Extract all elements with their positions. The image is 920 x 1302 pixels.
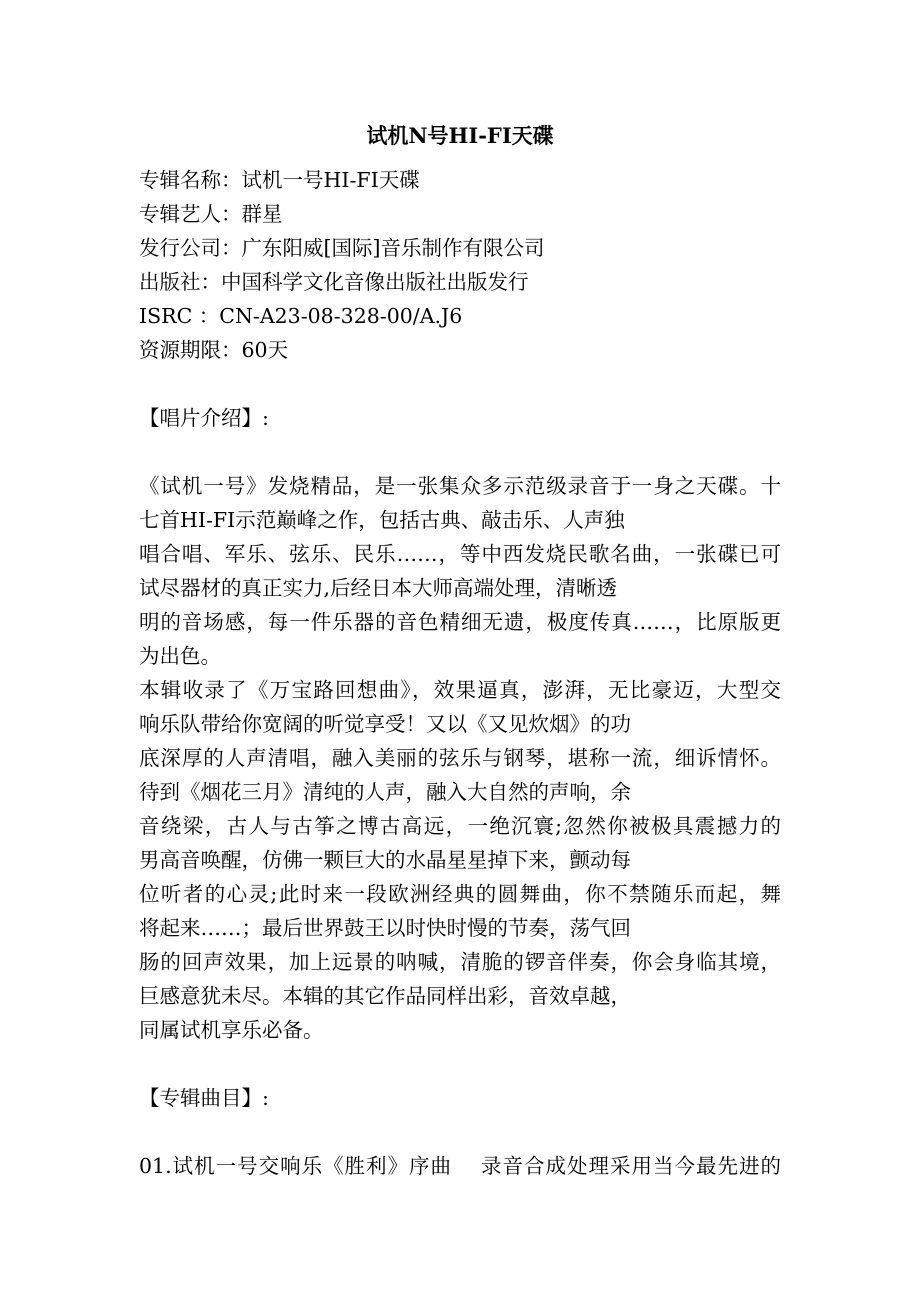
artist-line: 专辑艺人：群星	[139, 202, 283, 226]
track-line: 01.试机一号交响乐《胜利》序曲 录音合成处理采用当今最先进的	[139, 1154, 781, 1178]
intro-line: 男高音唤醒，仿佛一颗巨大的水晶星星掉下来，颤动每	[139, 848, 631, 872]
intro-line: 响乐队带给你宽阔的听觉享受！又以《又见炊烟》的功	[139, 712, 631, 736]
intro-line: 巨感意犹未尽。本辑的其它作品同样出彩，音效卓越，	[139, 984, 631, 1008]
intro-line: 音绕梁，古人与古筝之博古高远，一绝沉寰;忽然你被极具震撼力的	[139, 814, 781, 838]
intro-line: 《试机一号》发烧精品，是一张集众多示范级录音于一身之天碟。十	[139, 474, 781, 498]
intro-line: 底深厚的人声清唱，融入美丽的弦乐与钢琴，堪称一流，细诉情怀。	[139, 746, 781, 770]
intro-line: 同属试机享乐必备。	[139, 1018, 324, 1042]
document-title: 试机N号HI-FI天碟	[366, 123, 554, 148]
press-line: 出版社：中国科学文化音像出版社出版发行	[139, 270, 529, 294]
intro-line: 为出色。	[139, 644, 221, 668]
intro-line: 七首HI-FI示范巅峰之作，包括古典、敲击乐、人声独	[139, 508, 625, 532]
intro-line: 试尽器材的真正实力,后经日本大师高端处理，清晰透	[139, 576, 618, 600]
intro-heading: 【唱片介绍】:	[139, 406, 269, 430]
tracks-heading: 【专辑曲目】:	[139, 1086, 269, 1110]
intro-line: 肠的回声效果，加上远景的呐喊，清脆的锣音伴奏，你会身临其境，	[139, 950, 781, 974]
album-name-line: 专辑名称：试机一号HI-FI天碟	[139, 168, 420, 192]
intro-line: 本辑收录了《万宝路回想曲》，效果逼真，澎湃，无比豪迈，大型交	[139, 678, 781, 702]
isrc-line: ISRC ：CN-A23-08-328-00/A.J6	[139, 304, 463, 328]
intro-line: 位听者的心灵;此时来一段欧洲经典的圆舞曲，你不禁随乐而起，舞	[139, 882, 781, 906]
intro-line: 将起来……；最后世界鼓王以时快时慢的节奏，荡气回	[139, 916, 631, 940]
intro-line: 待到《烟花三月》清纯的人声，融入大自然的声响，余	[139, 780, 631, 804]
publisher-line: 发行公司：广东阳威[国际]音乐制作有限公司	[139, 236, 545, 260]
intro-line: 明的音场感，每一件乐器的音色精细无遗，极度传真……，比原版更	[139, 610, 781, 634]
intro-line: 唱合唱、军乐、弦乐、民乐……，等中西发烧民歌名曲，一张碟已可	[139, 542, 781, 566]
period-line: 资源期限：60天	[139, 338, 289, 362]
